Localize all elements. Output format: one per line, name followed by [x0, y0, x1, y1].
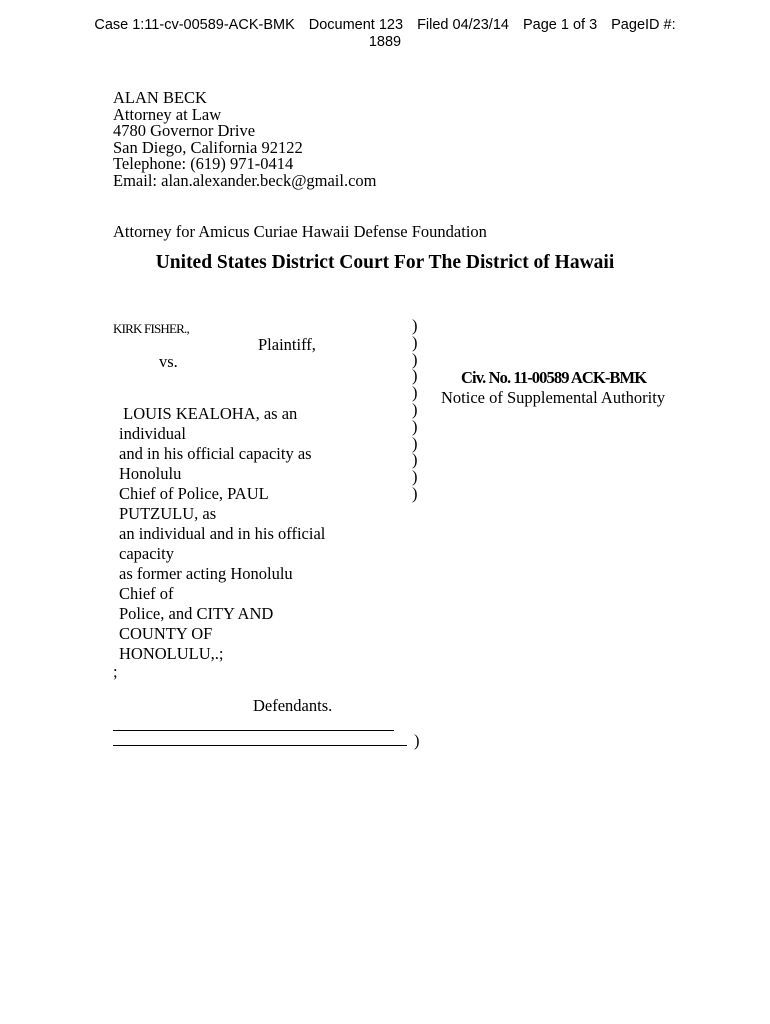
caption-paren: ) [412, 416, 418, 436]
caption-paren: ) [412, 483, 418, 503]
defendant-line: PUTZULU, as [119, 504, 217, 523]
defendant-line: Chief of Police, PAUL [119, 484, 269, 503]
defendant-line: Chief of [119, 584, 174, 603]
plaintiff-name: KIRK FISHER., [113, 321, 189, 336]
attorney-telephone: Telephone: (619) 971-0414 [113, 154, 294, 174]
attorney-street: 4780 Governor Drive [113, 121, 256, 141]
caption-semicolon: ; [113, 662, 118, 681]
defendant-line: capacity [119, 544, 174, 563]
caption-paren: ) [412, 366, 418, 386]
signature-rule [113, 730, 394, 731]
defendant-line: Police, and CITY AND [119, 604, 274, 623]
case-number: Case 1:11-cv-00589-ACK-BMK [94, 17, 295, 33]
caption-paren: ) [412, 316, 418, 335]
caption-paren: ) [412, 399, 418, 419]
caption-paren: ) [412, 383, 418, 403]
page-indicator: Page 1 of 3 [522, 17, 598, 33]
caption-paren: ) [414, 731, 420, 750]
amicus-line: Attorney for Amicus Curiae Hawaii Defense Foundation [113, 222, 487, 241]
defendant-line: LOUIS KEALOHA, as an [119, 404, 298, 423]
defendant-line: an individual and in his official [119, 524, 326, 543]
attorney-email: Email: alan.alexander.beck@gmail.com [113, 170, 377, 190]
pageid-number: 1889 [368, 34, 402, 50]
caption-paren: ) [412, 332, 418, 352]
caption-rule [113, 745, 407, 746]
versus-label: vs. [159, 352, 178, 371]
defendant-line: individual [119, 424, 186, 443]
defendant-line: Honolulu [119, 464, 182, 483]
document-number: Document 123 [308, 17, 404, 33]
court-title: United States District Court For The District of Hawaii [155, 252, 615, 273]
defendant-line: HONOLULU,.; [119, 644, 224, 663]
attorney-city: San Diego, California 92122 [113, 137, 303, 157]
civil-case-number: Civ. No. 11-00589 ACK-BMK [461, 368, 647, 387]
defendants-block [119, 404, 325, 664]
defendant-line: as former acting Honolulu [119, 564, 293, 583]
attorney-block [113, 90, 377, 190]
defendants-label: Defendants. [253, 696, 333, 715]
plaintiff-label: Plaintiff, [258, 335, 316, 354]
caption-paren: ) [412, 349, 418, 369]
caption-paren: ) [412, 433, 418, 453]
case-header [0, 17, 770, 51]
defendant-line: COUNTY OF [119, 624, 213, 643]
caption-paren: ) [412, 467, 418, 487]
caption-paren-column [412, 318, 418, 503]
attorney-title: Attorney at Law [113, 104, 222, 124]
filed-date: Filed 04/23/14 [417, 17, 509, 33]
defendant-line: and in his official capacity as [119, 444, 312, 463]
attorney-name: ALAN BECK [113, 88, 207, 107]
document-type: Notice of Supplemental Authority [441, 388, 666, 407]
caption-paren: ) [412, 450, 418, 470]
pageid-label: PageID #: [611, 17, 676, 33]
